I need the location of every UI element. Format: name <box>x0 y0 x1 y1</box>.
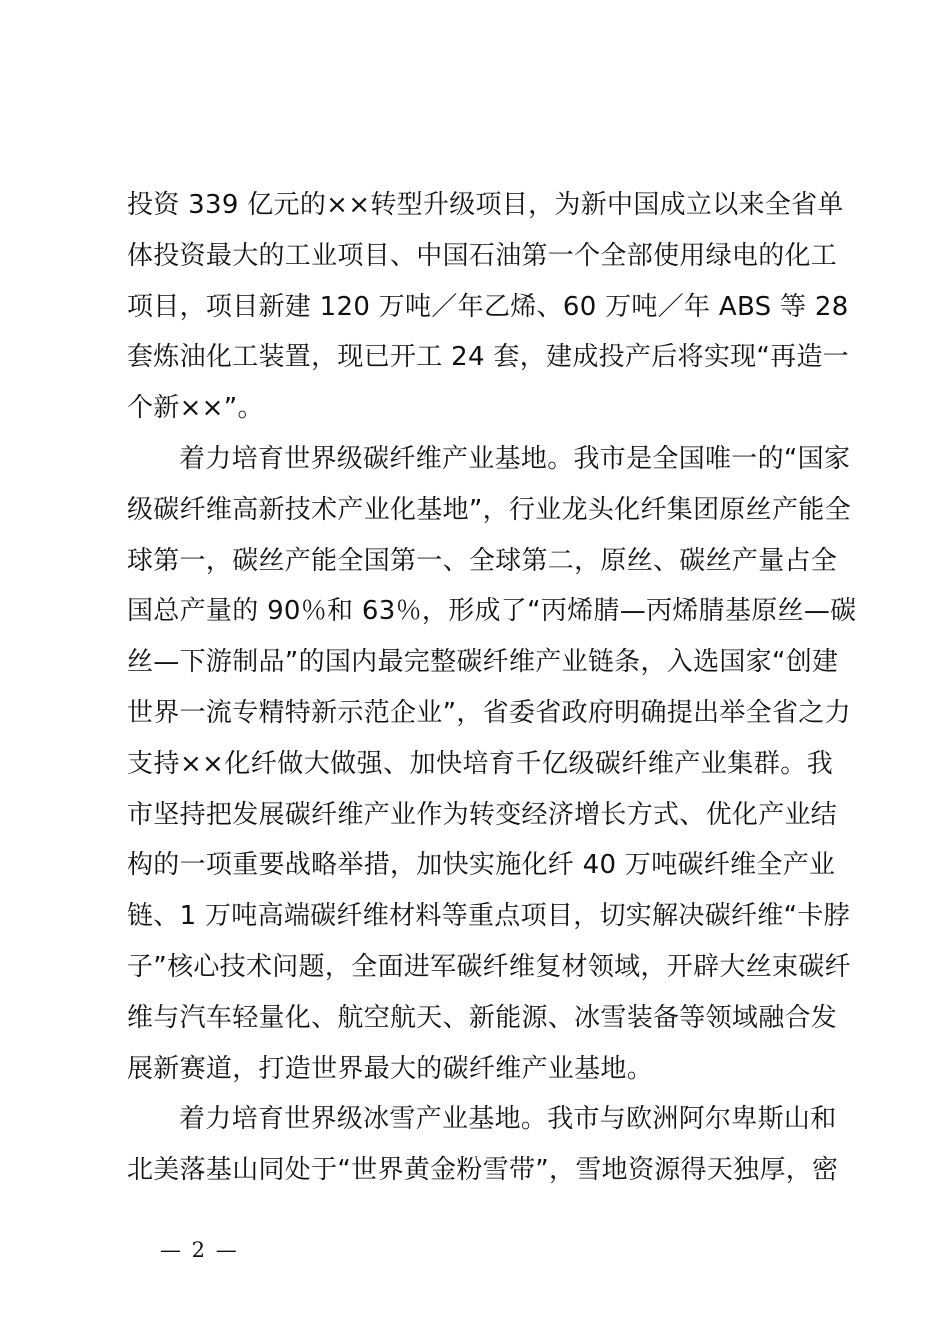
text-line: 国总产量的 90％和 63％，形成了“丙烯腈—丙烯腈基原丝—碳 <box>127 596 857 627</box>
text-line: 体投资最大的工业项目、中国石油第一个全部使用绿电的化工 <box>127 240 838 271</box>
text-line: 投资 339 亿元的××转型升级项目，为新中国成立以来全省单 <box>127 190 844 220</box>
paragraph-start-line: 着力培育世界级冰雪产业基地。我市与欧洲阿尔卑斯山和 <box>179 1104 837 1135</box>
text-line: 丝—下游制品”的国内最完整碳纤维产业链条，入选国家“创建 <box>127 647 839 678</box>
text-line: 构的一项重要战略举措，加快实施化纤 40 万吨碳纤维全产业 <box>127 850 836 881</box>
text-line: 支持××化纤做大做强、加快培育千亿级碳纤维产业集群。我 <box>127 748 833 779</box>
page-number: — 2 — <box>160 1238 239 1262</box>
text-line: 项目，项目新建 120 万吨／年乙烯、60 万吨／年 ABS 等 28 <box>127 291 849 322</box>
text-line: 个新××”。 <box>127 393 264 424</box>
body-text <box>127 180 857 1196</box>
text-line: 世界一流专精特新示范企业”，省委省政府明确提出举全省之力 <box>127 697 851 728</box>
text-line: 级碳纤维高新技术产业化基地”，行业龙头化纤集团原丝产能全 <box>127 494 851 525</box>
text-line: 展新赛道，打造世界最大的碳纤维产业基地。 <box>127 1053 654 1084</box>
text-line: 球第一，碳丝产能全国第一、全球第二，原丝、碳丝产量占全 <box>127 545 838 576</box>
text-line: 北美落基山同处于“世界黄金粉雪带”，雪地资源得天独厚，密 <box>127 1155 839 1186</box>
paragraph-start-line: 着力培育世界级碳纤维产业基地。我市是全国唯一的“国家 <box>179 443 851 474</box>
text-line: 子”核心技术问题，全面进军碳纤维复材领域，开辟大丝束碳纤 <box>127 951 851 982</box>
text-line: 市坚持把发展碳纤维产业作为转变经济增长方式、优化产业结 <box>127 799 838 830</box>
text-line: 套炼油化工装置，现已开工 24 套，建成投产后将实现“再造一 <box>127 342 850 373</box>
text-line: 维与汽车轻量化、航空航天、新能源、冰雪装备等领域融合发 <box>127 1002 838 1033</box>
text-line: 链、1 万吨高端碳纤维材料等重点项目，切实解决碳纤维“卡脖 <box>127 901 850 932</box>
